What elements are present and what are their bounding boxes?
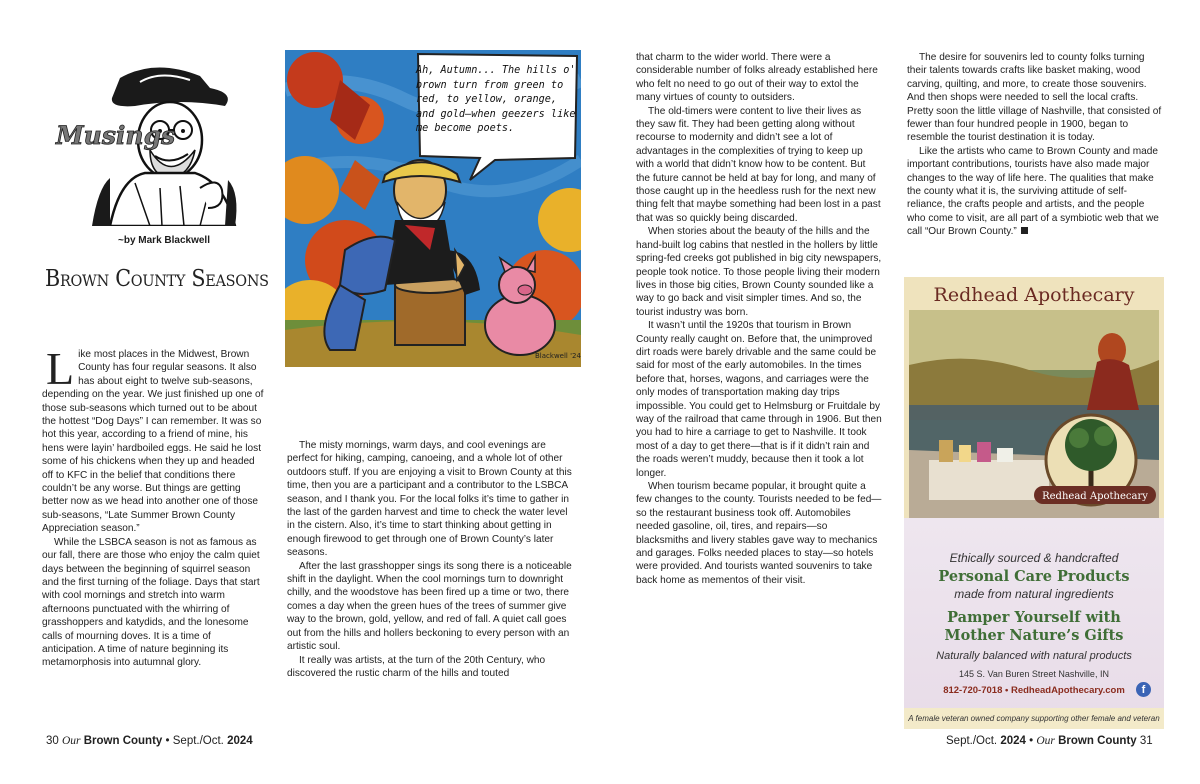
article-column-4 xyxy=(907,51,1163,239)
ad-line-5: Naturally balanced with natural products xyxy=(936,650,1132,662)
paragraph-8: It wasn’t until the 1920s that tourism in Brown County really caught on. Before that, the unimproved dirt roads were barely drivable and the same could be said for most of the early automobiles. In the times before that, horses, wagons, and carriages were the only modes of transportation making day trips impossible. You could get to Helmsburg or Fruitdale by way of the railroad that came through in 1906. But then you had to hire a carriage to get to Nashville. It took most of a day to get there—that is if it didn’t rain and the roads weren’t muddy, because then it took a lot longer. xyxy=(636,320,882,479)
musings-label: Musings xyxy=(56,121,176,150)
page-number-left: 30 xyxy=(46,735,59,747)
footer-our: Our xyxy=(62,735,81,747)
footer-left: 30 Our Brown County • Sept./Oct. 2024 xyxy=(46,735,253,747)
paragraph-9: When tourism became popular, it brought quite a few changes to the county. Tourists needed to be fed—so the restaurant business took off. Automobiles needed gasoline, oil, tires, and repairs—so blacksmiths and livery stables gave way to mechanics and garages. Folks needed places to stay—so hotels were provided. And tourists wanted souvenirs to take back home as mementos of their visit. xyxy=(636,481,882,586)
ad-phone[interactable]: 812-720-7018 • RedheadApothecary.com xyxy=(943,685,1125,696)
ad-address: 145 S. Van Buren Street Nashville, IN xyxy=(959,669,1109,679)
ad-line-1: Ethically sourced & handcrafted xyxy=(949,551,1119,565)
paragraph-6: The old-timers were content to live their lives as they saw fit. They had been getting along without recourse to modernity and didn’t see a lot of advantages in the complexities of trying to keep up with a world that didn’t know how to be content. But the future cannot be held at bay for long, and many of those caught up in the heedless rush for the next new thing felt that maybe something had been lost in a past that was so quickly being discarded. xyxy=(636,105,881,224)
paragraph-11: Like the artists who came to Brown County and made important contributions, tourists have also made major changes to the way of life here. The qualities that make the county what it is, the surviving attitude of self-reliance, the crafts people and artists, and the people who come to visit, are all part of a symbiotic web that we call “Our Brown County.” xyxy=(907,145,1159,238)
article-column-3 xyxy=(636,51,882,587)
ad-title: Redhead Apothecary xyxy=(933,284,1135,306)
paragraph-5-cont: that charm to the wider world. There were a considerable number of folks already established here who felt no need to go out of their way to extol the many virtues of county to outsiders. xyxy=(636,52,878,104)
cartoon-speech-text: Ah, Autumn... The hills o' brown turn from green to red, to yellow, orange, and gold—when geezers like me become poets. xyxy=(416,65,576,134)
ad-photo xyxy=(909,310,1159,518)
paragraph-10: The desire for souvenirs led to county folks turning their talents towards crafts like basket making, wood carving, quilting, and more, to create those souvenirs. And then shops were needed to sell the local crafts. Pretty soon the little village of Nashville, that consisted of fewer than four hundred people in 1900, began to resemble the tourist destination it is today. xyxy=(907,52,1162,144)
end-mark-icon xyxy=(1021,227,1028,234)
drop-cap: L xyxy=(46,343,75,394)
ad-footer-note: A female veteran owned company supporting other female and veteran xyxy=(904,708,1164,729)
article-headline: Brown County Seasons xyxy=(45,266,269,292)
paragraph-5: It really was artists, at the turn of the 20th Century, who discovered the rustic charm of the hills and touted xyxy=(287,654,546,679)
paragraph-4: After the last grasshopper sings its song there is a noticeable shift in the daylight. When the cool mornings turn to downright chilly, and the woodstove has been fired up a time or two, there comes a day when the green hues of the trees of summer give way to the brown, gold, yellow, and red of fall. A quiet call goes out from the hills and hollers beckoning to every person with an artistic soul. xyxy=(287,560,572,653)
article-column-2 xyxy=(287,439,577,680)
footer-year: 2024 xyxy=(227,735,253,747)
article-column-1 xyxy=(42,343,264,670)
ad-line-4b: Mother Nature’s Gifts xyxy=(944,627,1124,644)
page-number-right: 31 xyxy=(1139,735,1153,747)
footer-brand: Brown County xyxy=(83,735,163,747)
ad-line-2: Personal Care Products xyxy=(938,568,1130,585)
byline: ~by Mark Blackwell xyxy=(118,235,210,246)
paragraph-3: The misty mornings, warm days, and cool evenings are perfect for hiking, camping, canoeing, and a whole lot of other outdoors stuff. If you are enjoying a visit to Brown County at this time, then you are a participant and a contributor to the LSBCA season, and I thank you. For the local folks it’s time to gather in the last of the garden harvest and time to check the water level in the cistern. Also, it’s time to start thinking about getting in enough firewood to get through one of Brown County’s later seasons. xyxy=(287,440,572,559)
paragraph-2: While the LSBCA season is not as famous as our fall, there are those who enjoy the calm quiet days between the beginning of squirrel season and the first turning of the foliage. Days that start with cool mornings and stretch into warm afternoons punctuated with the whirring of grasshoppers and katydids, and the lonesome calls of mourning doves. It is a time of anticipation. A time of nature beginning its metamorphosis into autumnal glory. xyxy=(42,536,260,669)
paragraph-1: Like most places in the Midwest, Brown County has four regular seasons. It also has about eight to twelve sub-seasons, depending on the year. We just finished up one of those sub-seasons which turned out to be about the hottest “Dog Days” I can remember. It was so hot this year, according to a friend of mine, his hens were layin’ hardboiled eggs. He said he lost some of his chickens when they up and headed off to KFC in the belief that conditions there couldn’t be any worse. But things are getting better now as we head into another one of those sub-seasons, “Late Summer Brown County Appreciation season.” xyxy=(42,343,264,535)
ad-line-3: made from natural ingredients xyxy=(954,587,1114,601)
facebook-icon[interactable]: f xyxy=(1136,682,1151,697)
footer-right: Sept./Oct. 2024 • Our Brown County 31 xyxy=(946,735,1153,747)
footer-year-right: 2024 xyxy=(1000,735,1026,747)
author-caricature xyxy=(50,58,248,226)
ad-logo-text: Redhead Apothecary xyxy=(1042,491,1148,502)
footer-brand-right: Brown County xyxy=(1058,735,1137,747)
footer-our-right: Our xyxy=(1036,735,1055,747)
redhead-apothecary-ad[interactable] xyxy=(904,277,1164,729)
cartoon-signature: Blackwell '24 xyxy=(535,352,581,360)
footer-issue-right: Sept./Oct. xyxy=(946,735,998,747)
paragraph-7: When stories about the beauty of the hills and the hand-built log cabins that nestled in the hollers by little spring-fed creeks got published in big city newspapers, people took notice. To those people living their modern lives in those big cities, Brown County sounded like a way to go back and visit simpler times. And so, the tourist industry was born. xyxy=(636,226,882,318)
ad-line-4a: Pamper Yourself with xyxy=(947,609,1121,626)
footer-issue: Sept./Oct. xyxy=(172,735,224,747)
